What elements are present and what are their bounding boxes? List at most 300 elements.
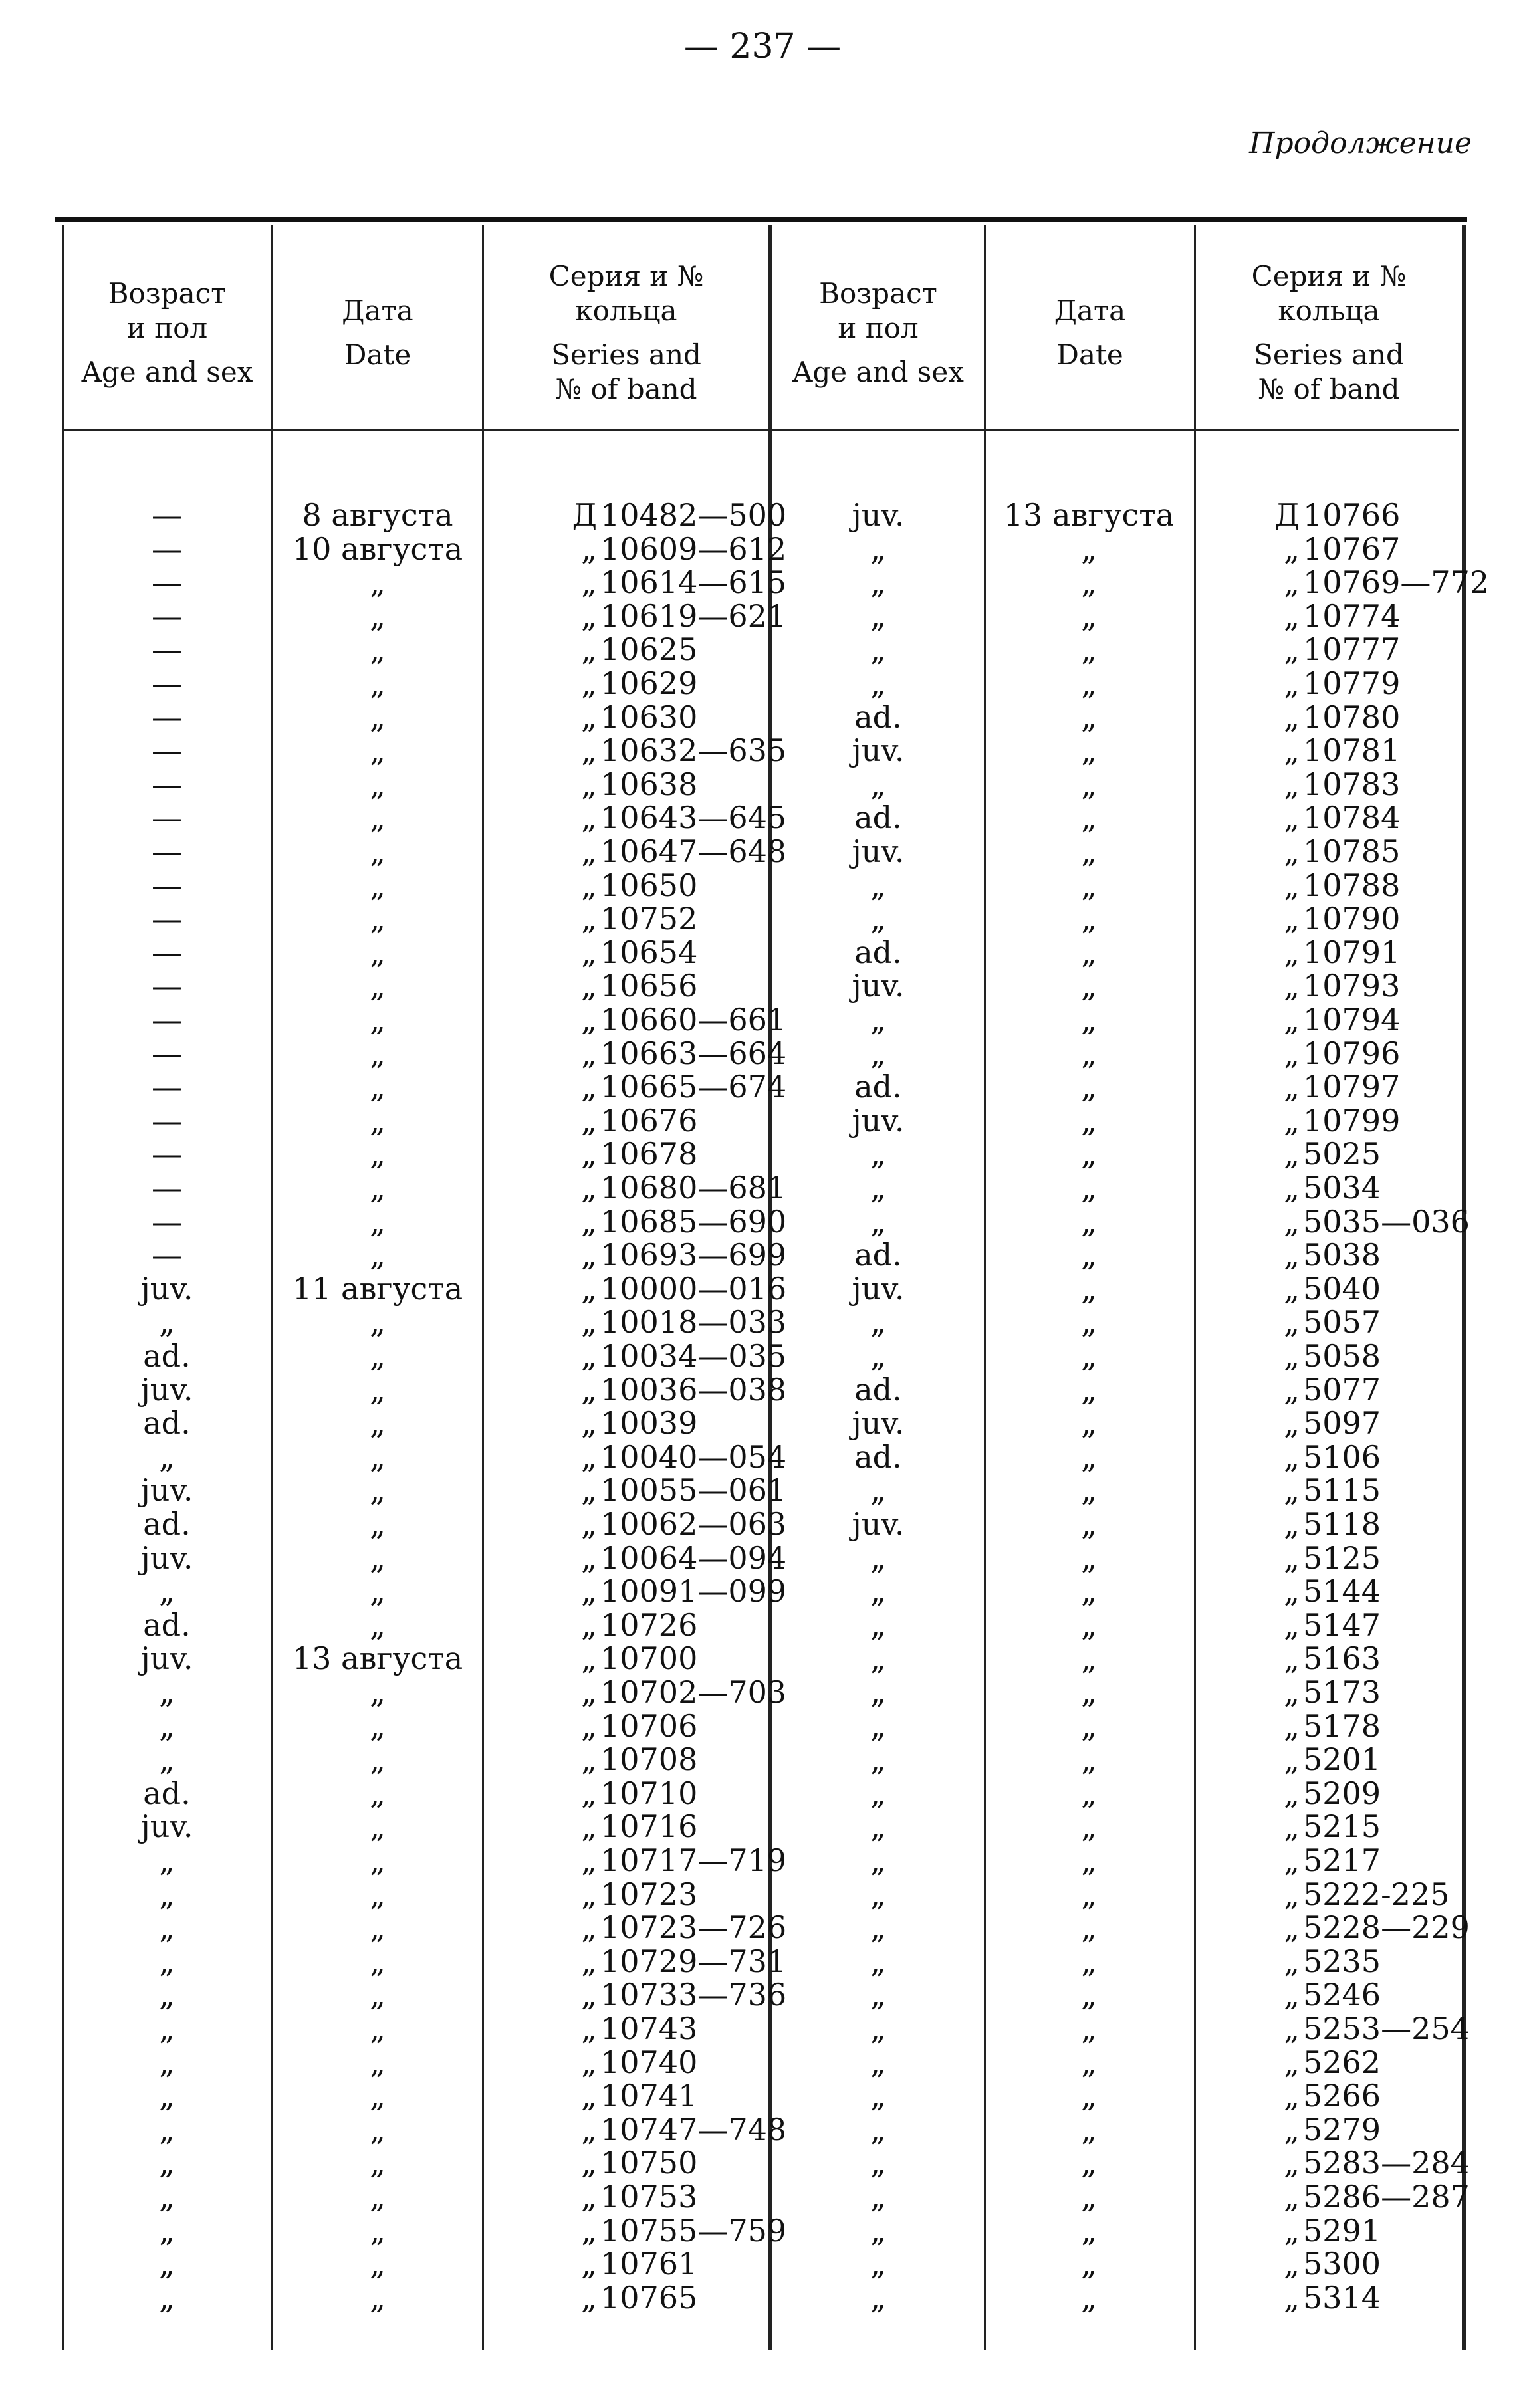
series-prefix: „: [1284, 1304, 1300, 1341]
age-cell: „: [870, 1472, 886, 1509]
series-prefix: „: [581, 1270, 597, 1307]
series-prefix: „: [1284, 1606, 1300, 1643]
age-cell: „: [159, 1707, 175, 1744]
age-cell: —: [152, 665, 182, 701]
series-prefix: „: [1284, 1405, 1300, 1442]
band-number: 10625: [600, 631, 698, 668]
age-cell: „: [159, 2011, 175, 2046]
series-prefix: „: [581, 1237, 597, 1273]
age-cell: „: [870, 1606, 886, 1643]
series-prefix: „: [581, 1136, 597, 1172]
series-prefix: „: [581, 598, 597, 634]
series-prefix: „: [581, 1775, 597, 1811]
series-prefix: „: [1284, 1338, 1300, 1374]
series-prefix: „: [581, 699, 597, 735]
series-prefix: „: [1284, 1573, 1300, 1610]
date-cell: „: [1081, 1606, 1097, 1643]
band-number: 10000—016: [600, 1270, 787, 1307]
series-prefix: „: [581, 2011, 597, 2046]
band-number: 10740: [600, 2044, 698, 2080]
band-number: 10726: [600, 1606, 698, 1643]
date-cell: „: [1081, 800, 1097, 836]
age-cell: „: [870, 1741, 886, 1778]
band-number: 5209: [1303, 1775, 1381, 1811]
date-cell: „: [1081, 2044, 1097, 2080]
band-number: 10693—699: [600, 1237, 787, 1273]
date-cell: „: [370, 732, 386, 769]
series-prefix: „: [581, 564, 597, 601]
date-cell: „: [370, 1405, 386, 1442]
date-cell: 13 августа: [1003, 497, 1175, 533]
band-number: 10663—664: [600, 1035, 787, 1071]
age-cell: „: [159, 2246, 175, 2282]
date-cell: „: [370, 564, 386, 601]
age-cell: „: [870, 766, 886, 802]
series-prefix: Д: [1274, 497, 1300, 533]
age-cell: juv.: [140, 1472, 193, 1509]
series-prefix: „: [1284, 631, 1300, 668]
band-number: 10643—645: [600, 800, 787, 836]
band-number: 10678: [600, 1136, 698, 1172]
date-cell: „: [1081, 1775, 1097, 1811]
band-number: 5222-225: [1303, 1876, 1450, 1912]
band-number: 10706: [600, 1707, 698, 1744]
series-prefix: „: [581, 1069, 597, 1105]
band-number: 10716: [600, 1808, 698, 1845]
band-number: 10777: [1303, 631, 1401, 668]
age-cell: juv.: [852, 1405, 905, 1442]
series-prefix: „: [581, 2111, 597, 2147]
age-cell: „: [870, 1539, 886, 1576]
series-prefix: „: [581, 1606, 597, 1643]
band-number: 10629: [600, 665, 698, 701]
age-cell: „: [870, 2246, 886, 2282]
date-cell: „: [370, 1304, 386, 1341]
band-number: 10767: [1303, 530, 1401, 567]
series-prefix: „: [1284, 2179, 1300, 2215]
series-prefix: „: [1284, 867, 1300, 903]
band-number: 10018—033: [600, 1304, 787, 1341]
date-cell: „: [370, 1977, 386, 2013]
date-cell: „: [370, 1606, 386, 1643]
age-cell: „: [870, 2011, 886, 2046]
age-cell: „: [870, 598, 886, 634]
series-prefix: „: [581, 1035, 597, 1071]
date-cell: „: [1081, 1707, 1097, 1744]
series-prefix: „: [581, 1876, 597, 1912]
continuation-label: Продолжение: [1249, 126, 1472, 160]
band-number: 5283—284: [1303, 2145, 1470, 2181]
band-number: 5228—229: [1303, 1910, 1470, 1946]
band-number: 10794: [1303, 1002, 1401, 1038]
date-cell: „: [370, 833, 386, 869]
date-cell: „: [1081, 1237, 1097, 1273]
series-prefix: „: [1284, 1035, 1300, 1071]
band-number: 10790: [1303, 901, 1401, 937]
age-cell: „: [159, 1674, 175, 1710]
band-number: 5291: [1303, 2212, 1381, 2248]
date-cell: „: [370, 1002, 386, 1038]
age-cell: „: [159, 2145, 175, 2181]
series-prefix: „: [1284, 530, 1300, 567]
date-cell: „: [1081, 2246, 1097, 2282]
date-cell: „: [370, 598, 386, 634]
band-number: 5097: [1303, 1405, 1381, 1442]
date-cell: „: [370, 1338, 386, 1374]
series-prefix: „: [581, 665, 597, 701]
band-number: 10609—612: [600, 530, 787, 567]
age-cell: —: [152, 1035, 182, 1071]
age-cell: —: [152, 497, 182, 533]
date-cell: 8 августа: [302, 497, 453, 533]
age-cell: „: [159, 1977, 175, 2013]
date-cell: „: [1081, 1270, 1097, 1307]
date-cell: „: [370, 1539, 386, 1576]
date-cell: „: [370, 934, 386, 970]
date-cell: „: [370, 2078, 386, 2114]
band-number: 10723—726: [600, 1910, 787, 1946]
age-cell: —: [152, 1102, 182, 1139]
band-number: 5314: [1303, 2279, 1381, 2316]
band-number: 10765: [600, 2279, 698, 2316]
band-number: 5217: [1303, 1842, 1381, 1878]
band-number: 5038: [1303, 1237, 1381, 1273]
band-number: 10729—731: [600, 1943, 787, 1979]
column-divider: [1194, 225, 1196, 2350]
age-cell: „: [159, 1842, 175, 1878]
age-cell: „: [159, 1304, 175, 1341]
age-cell: „: [870, 1170, 886, 1206]
band-number: 10055—061: [600, 1472, 787, 1509]
band-number: 5025: [1303, 1136, 1381, 1172]
age-cell: „: [870, 2078, 886, 2114]
header-series-en: Series and № of band: [1254, 338, 1404, 405]
series-prefix: „: [1284, 1170, 1300, 1206]
series-prefix: „: [1284, 2279, 1300, 2316]
series-prefix: „: [1284, 1472, 1300, 1509]
header-age-ru: Возраст и пол: [819, 277, 937, 344]
header-age-ru: Возраст и пол: [108, 277, 227, 344]
age-cell: „: [159, 2212, 175, 2248]
series-prefix: „: [581, 1977, 597, 2013]
age-cell: ad.: [143, 1775, 191, 1811]
age-cell: „: [159, 1438, 175, 1475]
age-cell: juv.: [852, 1506, 905, 1542]
band-number: 10788: [1303, 867, 1401, 903]
band-number: 10723: [600, 1876, 698, 1912]
age-cell: „: [870, 2044, 886, 2080]
series-prefix: „: [1284, 1775, 1300, 1811]
date-cell: „: [1081, 699, 1097, 735]
date-cell: „: [370, 2212, 386, 2248]
age-cell: —: [152, 833, 182, 869]
band-number: 5178: [1303, 1707, 1381, 1744]
band-number: 10091—099: [600, 1573, 787, 1610]
age-cell: —: [152, 800, 182, 836]
date-cell: „: [370, 2246, 386, 2282]
age-cell: —: [152, 1170, 182, 1206]
date-cell: „: [1081, 1674, 1097, 1710]
band-number: 10632—635: [600, 732, 787, 769]
band-number: 10747—748: [600, 2111, 787, 2147]
date-cell: „: [1081, 1808, 1097, 1845]
series-prefix: „: [1284, 766, 1300, 802]
series-prefix: „: [1284, 934, 1300, 970]
age-cell: „: [870, 1002, 886, 1038]
band-number: 5125: [1303, 1539, 1381, 1576]
band-number: 10685—690: [600, 1203, 787, 1240]
band-number: 5144: [1303, 1573, 1381, 1610]
age-cell: ad.: [854, 800, 902, 836]
series-prefix: „: [1284, 1539, 1300, 1576]
band-number: 5286—287: [1303, 2179, 1470, 2215]
series-prefix: „: [1284, 1237, 1300, 1273]
band-number: 10743: [600, 2011, 698, 2046]
column-divider: [984, 225, 986, 2350]
series-prefix: „: [1284, 1707, 1300, 1744]
series-prefix: „: [581, 1338, 597, 1374]
series-prefix: „: [1284, 1506, 1300, 1542]
date-cell: „: [1081, 1943, 1097, 1979]
date-cell: „: [370, 1069, 386, 1105]
age-cell: „: [870, 1808, 886, 1845]
header-series: [484, 243, 768, 423]
band-number: 5106: [1303, 1438, 1381, 1475]
banding-table: [55, 217, 1490, 2350]
date-cell: „: [370, 1842, 386, 1878]
age-cell: ad.: [143, 1338, 191, 1374]
age-cell: —: [152, 901, 182, 937]
band-number: 5163: [1303, 1640, 1381, 1677]
date-cell: „: [1081, 2011, 1097, 2046]
series-prefix: „: [1284, 699, 1300, 735]
series-prefix: „: [1284, 2145, 1300, 2181]
date-cell: „: [1081, 1371, 1097, 1408]
age-cell: „: [870, 1640, 886, 1677]
band-number: 10665—674: [600, 1069, 787, 1105]
series-prefix: „: [1284, 833, 1300, 869]
age-cell: „: [159, 1876, 175, 1912]
band-number: 10791: [1303, 934, 1401, 970]
date-cell: „: [370, 800, 386, 836]
band-number: 10766: [1303, 497, 1401, 533]
date-cell: „: [370, 1674, 386, 1710]
age-cell: juv.: [852, 833, 905, 869]
date-cell: „: [370, 1910, 386, 1946]
date-cell: „: [1081, 1910, 1097, 1946]
date-cell: „: [1081, 530, 1097, 567]
age-cell: „: [159, 1910, 175, 1946]
band-number: 10797: [1303, 1069, 1401, 1105]
band-number: 10796: [1303, 1035, 1401, 1071]
date-cell: „: [1081, 732, 1097, 769]
age-cell: —: [152, 732, 182, 769]
age-cell: —: [152, 1237, 182, 1273]
band-number: 10064—094: [600, 1539, 787, 1576]
series-prefix: „: [1284, 2212, 1300, 2248]
band-number: 10034—035: [600, 1338, 787, 1374]
band-number: 10780: [1303, 699, 1401, 735]
date-cell: „: [1081, 1506, 1097, 1542]
date-cell: „: [370, 2145, 386, 2181]
date-cell: „: [370, 665, 386, 701]
date-cell: „: [1081, 1977, 1097, 2013]
series-prefix: „: [1284, 665, 1300, 701]
date-cell: „: [370, 968, 386, 1004]
band-number: 5253—254: [1303, 2011, 1470, 2046]
age-cell: „: [159, 1573, 175, 1610]
date-cell: „: [1081, 598, 1097, 634]
age-cell: „: [870, 2111, 886, 2147]
series-prefix: „: [1284, 1136, 1300, 1172]
series-prefix: „: [1284, 2011, 1300, 2046]
date-cell: „: [1081, 1203, 1097, 1240]
series-prefix: „: [1284, 1002, 1300, 1038]
band-number: 5147: [1303, 1606, 1381, 1643]
age-cell: „: [159, 1741, 175, 1778]
band-number: 10062—063: [600, 1506, 787, 1542]
date-cell: „: [370, 1035, 386, 1071]
age-cell: „: [870, 631, 886, 668]
band-number: 5034: [1303, 1170, 1381, 1206]
age-cell: ad.: [143, 1405, 191, 1442]
age-cell: „: [159, 2279, 175, 2316]
date-cell: „: [370, 631, 386, 668]
series-prefix: „: [581, 2279, 597, 2316]
band-number: 10710: [600, 1775, 698, 1811]
series-prefix: „: [581, 1741, 597, 1778]
column-divider: [271, 225, 273, 2350]
age-cell: juv.: [140, 1371, 193, 1408]
date-cell: „: [1081, 2279, 1097, 2316]
series-prefix: „: [581, 732, 597, 769]
age-cell: „: [159, 1943, 175, 1979]
series-prefix: „: [581, 2246, 597, 2282]
age-cell: „: [870, 1707, 886, 1744]
band-number: 10785: [1303, 833, 1401, 869]
header-date-ru: Дата: [342, 294, 413, 327]
date-cell: „: [370, 2011, 386, 2046]
band-number: 10755—759: [600, 2212, 787, 2248]
date-cell: „: [1081, 1842, 1097, 1878]
age-cell: ad.: [854, 934, 902, 970]
series-prefix: „: [1284, 1741, 1300, 1778]
age-cell: „: [870, 1674, 886, 1710]
band-number: 5118: [1303, 1506, 1381, 1542]
band-number: 5115: [1303, 1472, 1381, 1509]
band-number: 10647—648: [600, 833, 787, 869]
band-number: 5040: [1303, 1270, 1381, 1307]
age-cell: „: [870, 901, 886, 937]
age-cell: „: [159, 2044, 175, 2080]
date-cell: „: [370, 1808, 386, 1845]
series-prefix: „: [581, 1910, 597, 1946]
series-prefix: „: [581, 2044, 597, 2080]
series-prefix: „: [1284, 1977, 1300, 2013]
band-number: 10774: [1303, 598, 1401, 634]
series-prefix: „: [1284, 968, 1300, 1004]
age-cell: „: [870, 1203, 886, 1240]
date-cell: „: [370, 1170, 386, 1206]
date-cell: „: [370, 1707, 386, 1744]
age-cell: ad.: [854, 1371, 902, 1408]
age-cell: —: [152, 1002, 182, 1038]
band-number: 10769—772: [1303, 564, 1490, 601]
age-cell: —: [152, 968, 182, 1004]
date-cell: „: [370, 699, 386, 735]
date-cell: „: [1081, 968, 1097, 1004]
date-cell: „: [370, 901, 386, 937]
age-cell: „: [870, 1943, 886, 1979]
series-prefix: „: [1284, 732, 1300, 769]
age-cell: ad.: [143, 1606, 191, 1643]
date-cell: „: [370, 1741, 386, 1778]
age-cell: juv.: [852, 1102, 905, 1139]
date-cell: „: [370, 1136, 386, 1172]
date-cell: „: [1081, 1876, 1097, 1912]
band-number: 10784: [1303, 800, 1401, 836]
band-number: 10040—054: [600, 1438, 787, 1475]
age-cell: „: [870, 665, 886, 701]
series-prefix: „: [1284, 1102, 1300, 1139]
age-cell: —: [152, 631, 182, 668]
series-prefix: „: [581, 1808, 597, 1845]
header-age: [63, 243, 271, 423]
series-prefix: „: [1284, 1438, 1300, 1475]
series-prefix: „: [581, 2179, 597, 2215]
band-number: 10656: [600, 968, 698, 1004]
band-number: 10702—703: [600, 1674, 787, 1710]
date-cell: „: [370, 1237, 386, 1273]
series-prefix: „: [581, 1674, 597, 1710]
age-cell: —: [152, 564, 182, 601]
series-prefix: „: [1284, 1943, 1300, 1979]
series-prefix: „: [1284, 1371, 1300, 1408]
header-series: [1196, 243, 1462, 423]
series-prefix: „: [581, 968, 597, 1004]
series-prefix: „: [1284, 1069, 1300, 1105]
series-prefix: „: [1284, 2078, 1300, 2114]
date-cell: „: [1081, 1002, 1097, 1038]
series-prefix: „: [581, 1002, 597, 1038]
band-number: 10660—661: [600, 1002, 787, 1038]
age-cell: —: [152, 530, 182, 567]
age-cell: juv.: [140, 1640, 193, 1677]
age-cell: „: [870, 1136, 886, 1172]
series-prefix: „: [581, 1371, 597, 1408]
age-cell: —: [152, 699, 182, 735]
age-cell: „: [870, 564, 886, 601]
series-prefix: „: [581, 1506, 597, 1542]
date-cell: „: [370, 2111, 386, 2147]
series-prefix: „: [1284, 901, 1300, 937]
series-prefix: „: [1284, 800, 1300, 836]
date-cell: „: [1081, 934, 1097, 970]
series-prefix: „: [1284, 1674, 1300, 1710]
band-number: 10781: [1303, 732, 1401, 769]
age-cell: „: [870, 867, 886, 903]
age-cell: ad.: [854, 1237, 902, 1273]
age-cell: juv.: [852, 497, 905, 533]
series-prefix: „: [1284, 1640, 1300, 1677]
date-cell: „: [370, 1943, 386, 1979]
band-number: 10039: [600, 1405, 698, 1442]
band-number: 10750: [600, 2145, 698, 2181]
age-cell: juv.: [852, 1270, 905, 1307]
series-prefix: „: [1284, 1842, 1300, 1878]
date-cell: „: [1081, 867, 1097, 903]
band-number: 10793: [1303, 968, 1401, 1004]
